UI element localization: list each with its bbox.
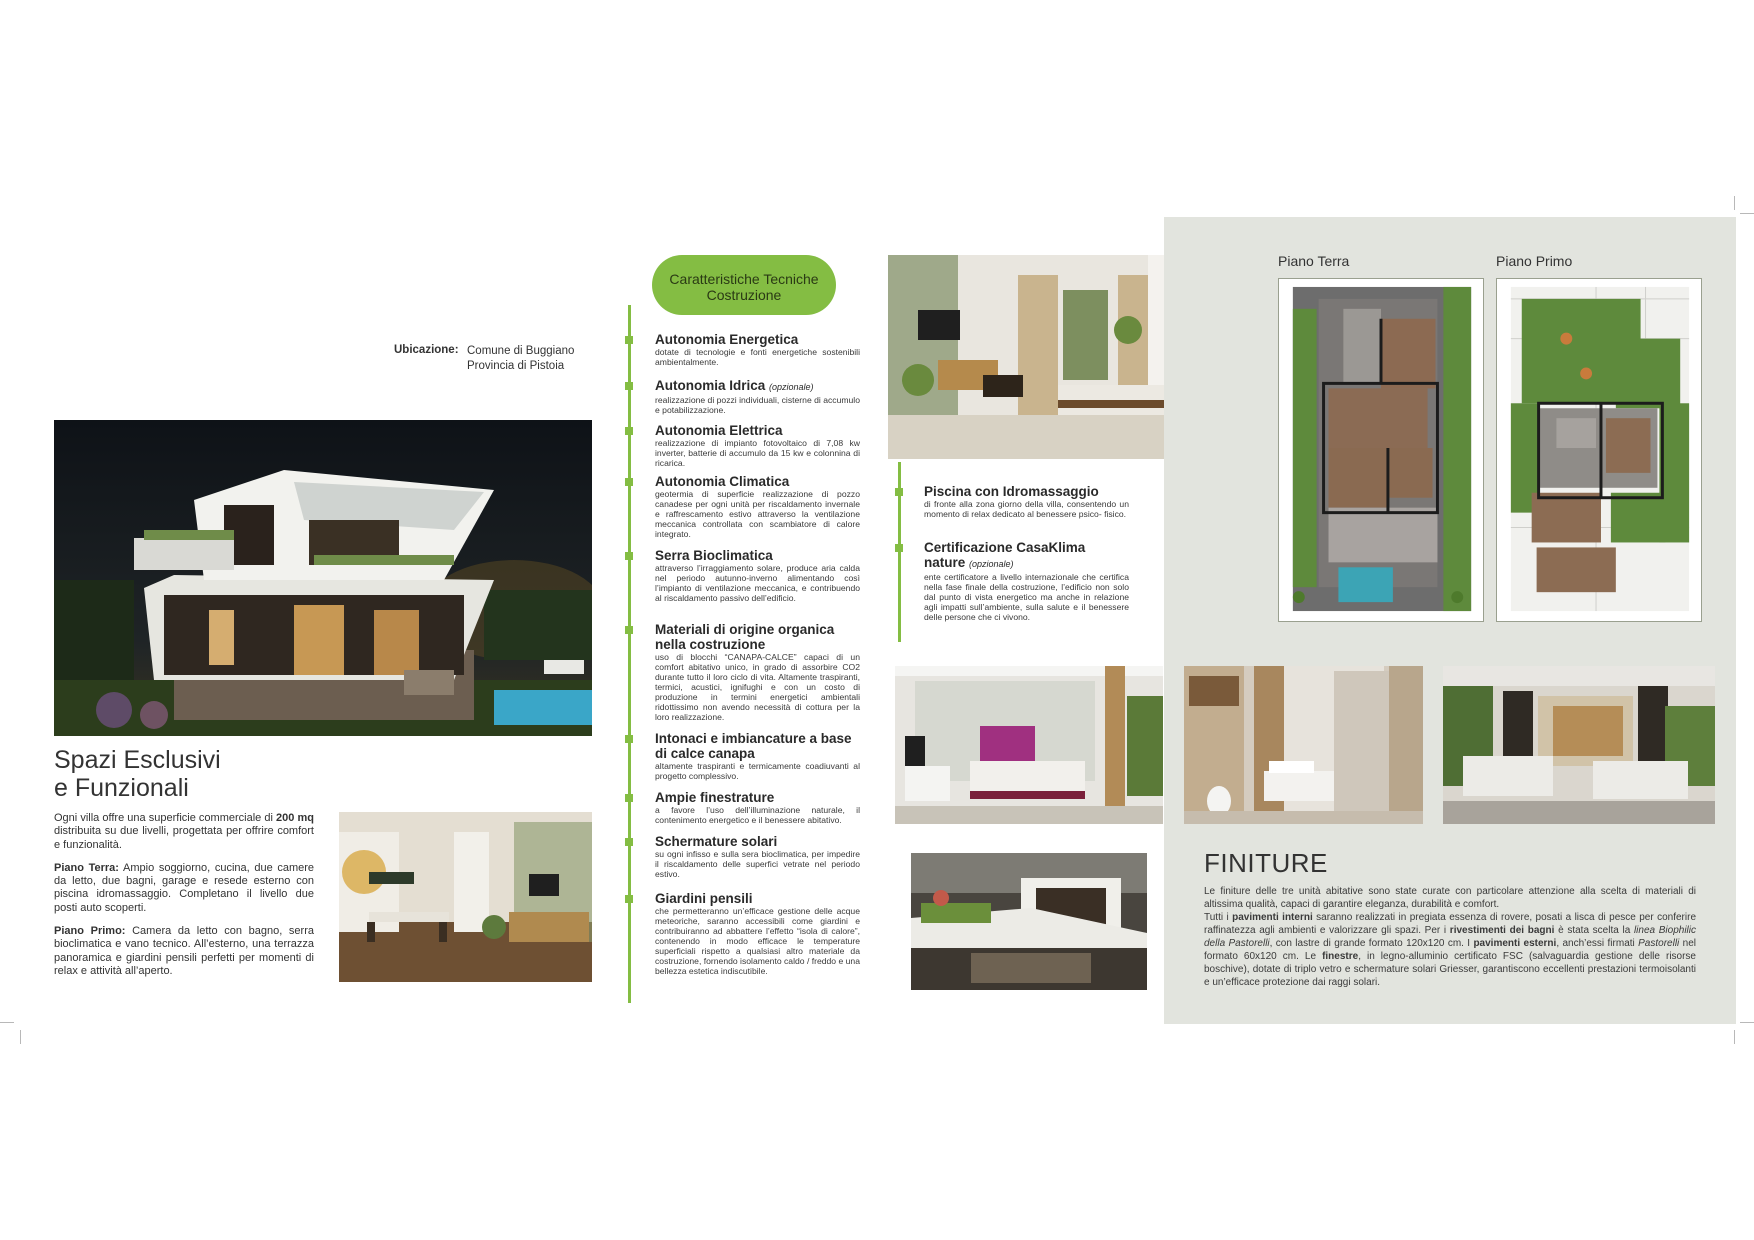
first-floor-plan [1496, 278, 1702, 622]
crop-mark [0, 1022, 14, 1023]
plan-ground-label: Piano Terra [1278, 253, 1350, 269]
intro-paragraph-1 [54, 812, 314, 852]
feature-title [655, 834, 860, 849]
feature-item [924, 540, 1129, 622]
tech-badge-line1: Caratteristiche Tecniche [669, 271, 819, 287]
intro-p1-text: Ogni villa offre una superficie commerciale di [54, 812, 277, 824]
finishes-italic-brand: Pastorelli [1638, 938, 1680, 949]
tech-features-badge [652, 255, 836, 315]
feature-title-text: Schermature solari [655, 834, 778, 849]
intro-p3-bold: Piano Primo: [54, 925, 126, 938]
finishes-text-run: Tutti i [1204, 912, 1233, 923]
feature-title-text: Autonomia Climatica [655, 474, 790, 489]
intro-p1-text-end: distribuita su due livelli, progettata per offrire comfort e funzionalità. [54, 825, 314, 851]
feature-title-text: Autonomia Energetica [655, 332, 799, 347]
finishes-bold-floors: pavimenti interni [1232, 912, 1313, 923]
intro-paragraph-2 [54, 862, 314, 915]
finishes-sentence-1: Le finiture delle tre unità abitative sono state curate con particolare attenzione alla scelta di materiali di altissima qualità, capaci di garantire eleganza, durabilità e comfort. [1204, 886, 1696, 910]
bathroom-render [1184, 666, 1423, 824]
timeline-bullet [895, 544, 903, 552]
feature-optional-tag: (opzionale) [969, 559, 1014, 569]
villa-night-render [54, 420, 592, 736]
feature-title-text: Piscina con Idromassaggio [924, 484, 1099, 499]
finishes-italic-line: linea Biophilic della Pastorelli [1204, 925, 1696, 949]
intro-p2-text: Ampio soggiorno, cucina, due camere da letto, due bagni, garage e resede esterno con piscina idromassaggio. Completano il livello due posti auto scoperti. [54, 861, 315, 914]
feature-item [655, 891, 860, 976]
feature-optional-tag: (opzionale) [769, 382, 814, 392]
feature-title [655, 378, 860, 395]
intro-title [54, 746, 221, 802]
feature-description: realizzazione di impianto fotovoltaico di 7,08 kw inverter, batterie di accumulo da 15 kw e colonnina di ricarica. [655, 438, 860, 468]
feature-title [655, 332, 860, 347]
finishes-bold-exterior: pavimenti esterni [1473, 938, 1557, 949]
feature-title [924, 540, 1129, 572]
crop-mark [1734, 196, 1735, 210]
timeline-bullet [625, 838, 633, 846]
feature-title-text: Certificazione CasaKlima nature [924, 540, 1086, 570]
feature-description: che permetteranno un’efficace gestione delle acque meteoriche, saranno accessibili come giardini e contribuiranno ad abbattere l’effetto “isola di calore”, contenendo in modo efficace le temperature superficiali rispetto a qualsiasi altro materiale da costruzione, fornendo isolamento caldo / freddo e una bellezza estetica indiscutibile. [655, 906, 860, 976]
feature-title [655, 622, 860, 652]
crop-mark [1734, 1030, 1735, 1044]
crop-mark [20, 1030, 21, 1044]
intro-p3-text: Camera da letto con bagno, serra bioclimatica e vano tecnico. All’esterno, una terrazza panoramica e giardini pensili perfetti per momenti di relax e attività all’aperto. [54, 925, 314, 977]
feature-title [655, 423, 860, 438]
ground-floor-plan [1278, 278, 1484, 622]
feature-title-text: Autonomia Elettrica [655, 423, 783, 438]
ground-floor-plan-drawing [1279, 279, 1483, 621]
intro-paragraph-3 [54, 925, 314, 978]
timeline-bullet [625, 735, 633, 743]
dining-room-render [339, 812, 592, 982]
timeline-bullet [625, 478, 633, 486]
feature-title-text: Intonaci e imbiancature a base di calce canapa [655, 731, 852, 761]
timeline-bullet [625, 626, 633, 634]
intro-title-line1: Spazi Esclusivi [54, 746, 221, 774]
location-municipality: Comune di Buggiano [467, 345, 575, 357]
timeline-bullet [625, 794, 633, 802]
tech-badge-line2: Costruzione [706, 287, 782, 303]
intro-text [54, 812, 314, 978]
feature-item [655, 332, 860, 367]
feature-description: a favore l’uso dell’illuminazione naturale, il contenimento energetico e il benessere abitativo. [655, 805, 860, 825]
plan-first-label: Piano Primo [1496, 253, 1573, 269]
feature-description: ente certificatore a livello internazionale che certifica nella fase finale della costruzione, l’edificio non solo dal punto di vista energetico ma anche in relazione agli impatti sull’ambiente, sulla salute e il benessere delle persone che ci vivono. [924, 572, 1129, 622]
finishes-title: FINITURE [1204, 848, 1328, 878]
finishes-bold-bathrooms: rivestimenti dei bagni [1449, 925, 1555, 936]
crop-mark [1740, 1022, 1754, 1023]
timeline-bullet [625, 552, 633, 560]
feature-title-text: Materiali di origine organica nella costruzione [655, 622, 835, 652]
feature-item [924, 484, 1129, 519]
location-label: Ubicazione: [394, 344, 459, 356]
feature-description: di fronte alla zona giorno della villa, consentendo un momento di relax dedicato al benessere psico- fisico. [924, 499, 1129, 519]
feature-description: realizzazione di pozzi individuali, cisterne di accumulo e potabilizzazione. [655, 395, 860, 415]
feature-description: su ogni infisso e sulla sera bioclimatica, per impedire il riscaldamento delle superfici vetrate nel periodo estivo. [655, 849, 860, 879]
feature-title-text: Giardini pensili [655, 891, 753, 906]
feature-title [655, 731, 860, 761]
feature-description: dotate di tecnologie e fonti energetiche sostenibili ambientalmente. [655, 347, 860, 367]
timeline-bullet [625, 336, 633, 344]
finishes-text [1204, 885, 1696, 989]
feature-item [655, 622, 860, 722]
feature-description: altamente traspiranti e termicamente coadiuvanti al progetto complessivo. [655, 761, 860, 781]
feature-title-text: Ampie finestrature [655, 790, 775, 805]
lounge-render [1443, 666, 1715, 824]
feature-title [655, 790, 860, 805]
timeline-bullet [625, 895, 633, 903]
crop-mark [1740, 213, 1754, 214]
feature-item [655, 834, 860, 879]
bedroom-render [895, 666, 1163, 824]
timeline-bullet [895, 488, 903, 496]
feature-item [655, 548, 860, 603]
finishes-text-run: saranno realizzati in pregiata essenza di rovere, posati a lisca di pesce per conferire raffinatezza agli ambienti e valorizzare gli spazi. Per i [1204, 912, 1696, 936]
feature-title-text: Serra Bioclimatica [655, 548, 773, 563]
intro-p1-bold: 200 mq [276, 812, 314, 824]
feature-description: geotermia di superficie realizzazione di pozzo canadese per ogni unità per riscaldamento invernale e raffrescamento estivo attraverso la ventilazione meccanica controllata con scambiatore di calore integrato. [655, 489, 860, 539]
feature-title [924, 484, 1129, 499]
finishes-text-run: è stata scelta la [1554, 925, 1634, 936]
feature-description: attraverso l’irraggiamento solare, produce aria calda nel periodo autunno-inverno alimentando così l’impianto di ventilazione meccanica, e contribuendo al riscaldamento passivo dell’edificio. [655, 563, 860, 603]
feature-title [655, 891, 860, 906]
timeline-bullet [625, 427, 633, 435]
location-province: Provincia di Pistoia [467, 360, 565, 372]
location-value [467, 344, 574, 374]
feature-item [655, 378, 860, 415]
finishes-bold-windows: finestre [1322, 951, 1359, 962]
feature-item [655, 423, 860, 468]
terrace-garden-render [911, 853, 1147, 990]
feature-title [655, 548, 860, 563]
finishes-text-run: nel formato 60x120 cm. Le [1204, 938, 1697, 962]
feature-item [655, 474, 860, 539]
finishes-text-run: , con lastre di grande formato 120x120 cm. I [1269, 938, 1474, 949]
intro-title-line2: e Funzionali [54, 774, 189, 802]
feature-description: uso di blocchi “CANAPA-CALCE” capaci di un comfort abitativo unico, in grado di assorbire CO2 durante tutto il loro ciclo di vita. Altamente traspiranti, termici, acustici, ignifughi e con un costo di produzione in termini energetici ambientali ridottissimo non avendo necessità di cottura per la loro realizzazione. [655, 652, 860, 722]
feature-title-text: Autonomia Idrica [655, 378, 766, 393]
finishes-text-run: , anch’essi firmati [1556, 938, 1639, 949]
feature-item [655, 731, 860, 781]
feature-title [655, 474, 860, 489]
feature-item [655, 790, 860, 825]
timeline-bullet [625, 382, 633, 390]
finishes-text-run: , in legno-alluminio certificato FSC (salvaguardia gestione delle risorse boschive), dotate di triplo vetro e schermature solari Griesser, garantiscono eccellenti prestazioni termoisolanti e un’efficace protezione dai raggi solari. [1204, 951, 1696, 988]
first-floor-plan-drawing [1497, 279, 1701, 621]
intro-p2-bold: Piano Terra: [54, 861, 119, 874]
